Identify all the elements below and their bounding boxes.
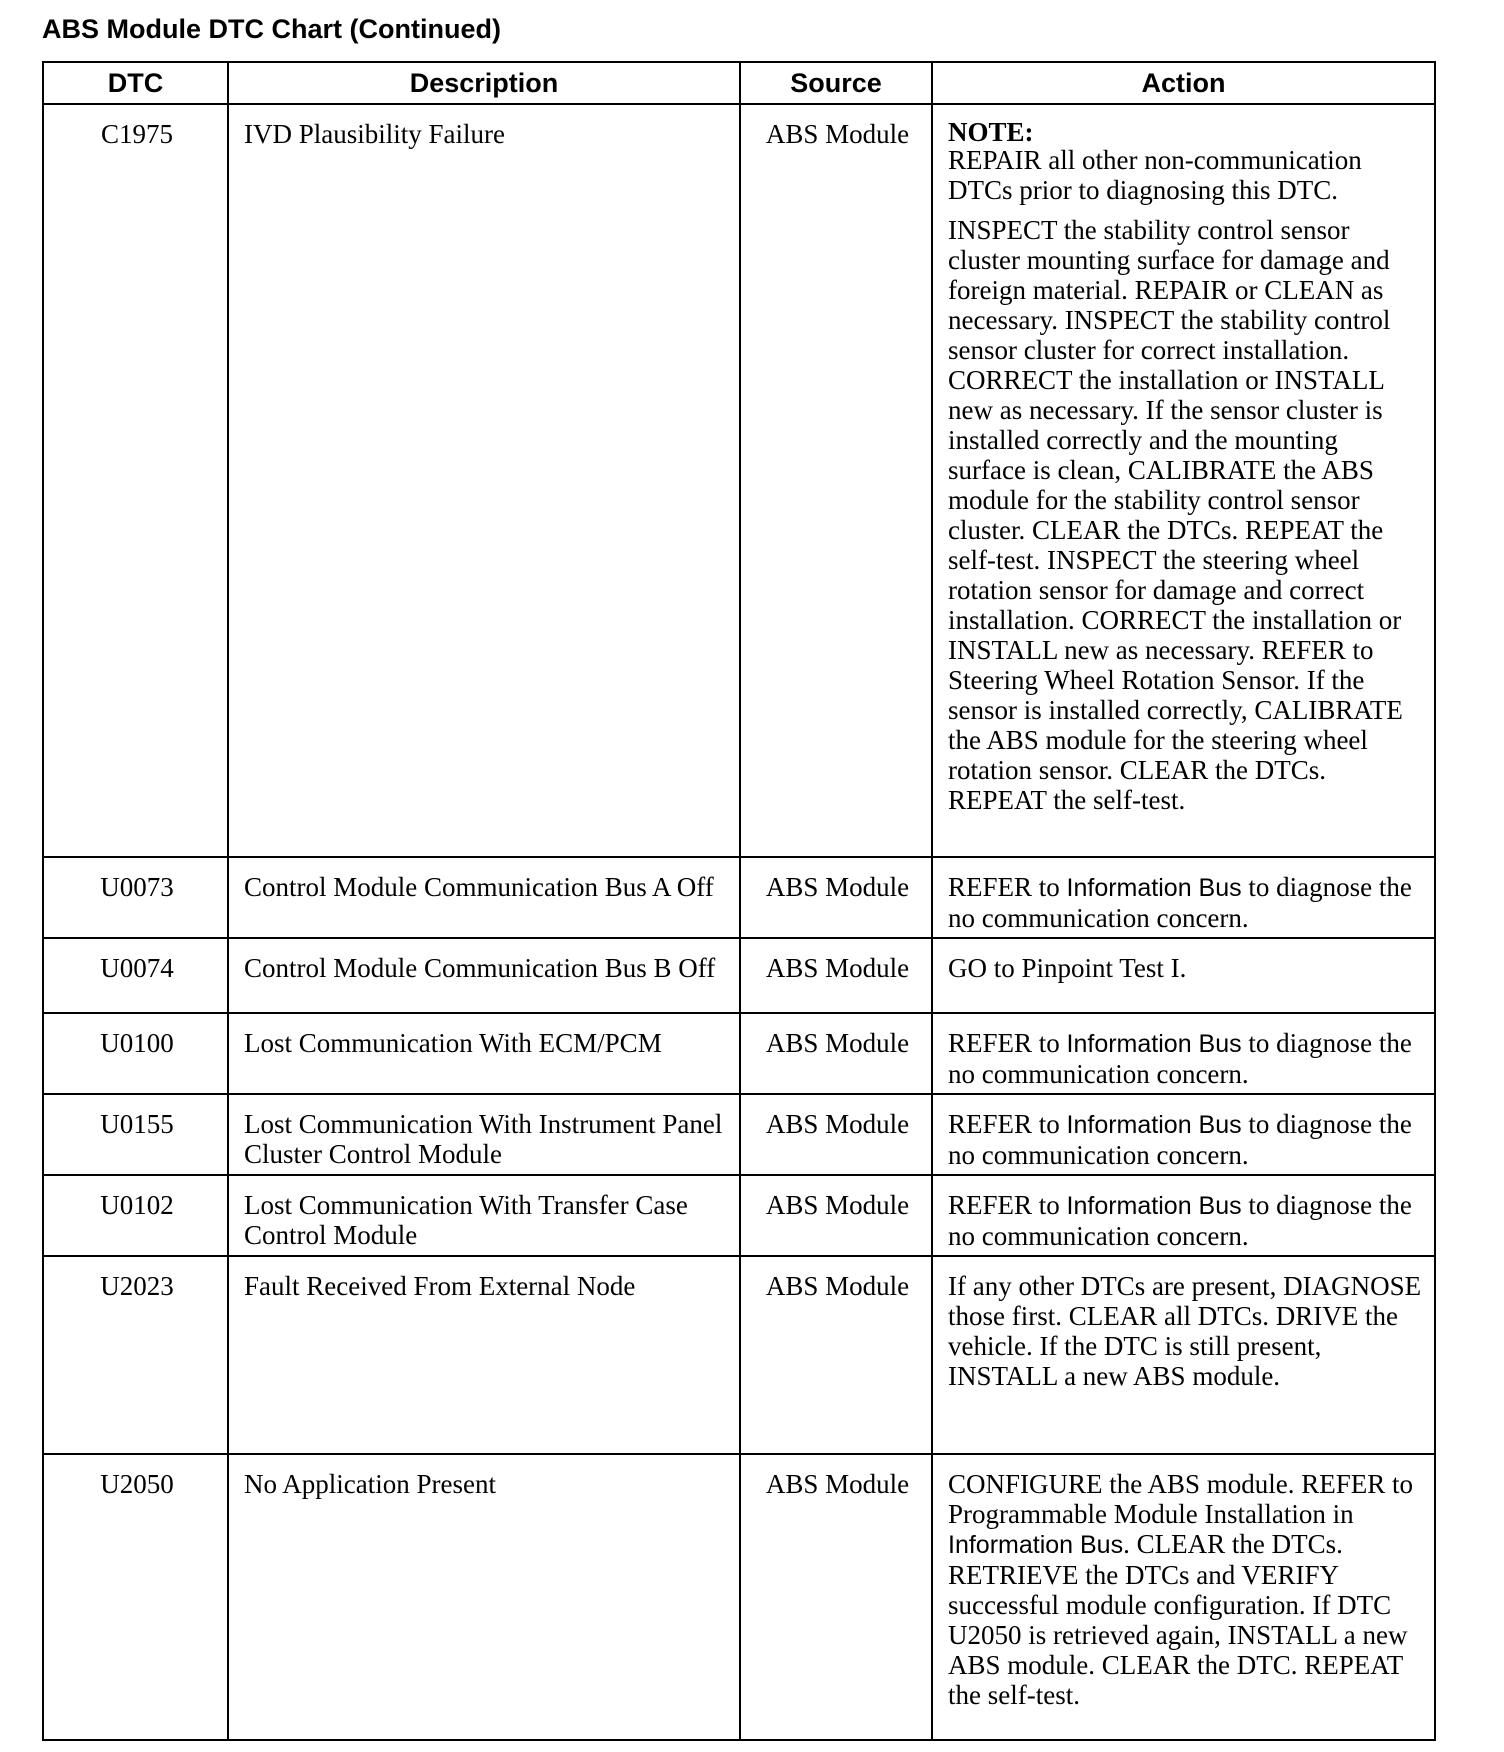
table-row [43, 1013, 1435, 1094]
table-row [43, 1094, 1435, 1175]
dtc-action [932, 104, 1435, 857]
dtc-action [932, 1094, 1435, 1175]
dtc-action [932, 1013, 1435, 1094]
table-row [43, 1256, 1435, 1454]
information-bus-reference: Information Bus [1066, 1030, 1242, 1058]
action-text: REFER to [948, 1109, 1067, 1139]
dtc-action [932, 1454, 1435, 1740]
dtc-description: No Application Present [228, 1454, 740, 1740]
dtc-code: U0074 [43, 938, 228, 1013]
information-bus-reference: Information Bus [948, 1531, 1124, 1559]
dtc-code: C1975 [43, 104, 228, 857]
page-title: ABS Module DTC Chart (Continued) [42, 14, 501, 44]
action-text: REFER to [948, 872, 1067, 902]
dtc-description: Lost Communication With Instrument Panel Cluster Control Module [228, 1094, 740, 1175]
note-label: NOTE: [948, 117, 1034, 147]
dtc-description: Lost Communication With ECM/PCM [228, 1013, 740, 1094]
dtc-source: ABS Module [740, 1013, 932, 1094]
action-paragraph: INSPECT the stability control sensor cluster mounting surface for damage and foreign material. REPAIR or CLEAN as necessary. INSPECT the stability control sensor cluster for correct installation. CORRECT the installation or INSTALL new as necessary. If the sensor cluster is installed correctly and the mounting surface is clean, CALIBRATE the ABS module for the stability control sensor cluster. CLEAR the DTCs. REPEAT the self-test. INSPECT the steering wheel rotation sensor for damage and correct installation. CORRECT the installation or INSTALL new as necessary. REFER to Steering Wheel Rotation Sensor. If the sensor is installed correctly, CALIBRATE the ABS module for the steering wheel rotation sensor. CLEAR the DTCs. REPEAT the self-test. [948, 215, 1403, 815]
dtc-description: Lost Communication With Transfer Case Control Module [228, 1175, 740, 1256]
dtc-code: U2023 [43, 1256, 228, 1454]
information-bus-reference: Information Bus [1066, 874, 1242, 902]
dtc-code: U2050 [43, 1454, 228, 1740]
dtc-description: Control Module Communication Bus B Off [228, 938, 740, 1013]
table-header-row [43, 62, 1435, 104]
action-text: CONFIGURE the ABS module. REFER to Programmable Module Installation in [948, 1469, 1414, 1529]
dtc-description: IVD Plausibility Failure [228, 104, 740, 857]
action-text: REFER to [948, 1028, 1067, 1058]
column-header-action: Action [932, 62, 1435, 104]
action-text: to diagnose the no communication concern. [948, 1109, 1412, 1170]
action-text: to diagnose the no communication concern. [948, 1028, 1412, 1089]
column-header-description: Description [228, 62, 740, 104]
information-bus-reference: Information Bus [1066, 1111, 1242, 1139]
dtc-description: Fault Received From External Node [228, 1256, 740, 1454]
dtc-source: ABS Module [740, 1175, 932, 1256]
dtc-source: ABS Module [740, 104, 932, 857]
dtc-action: If any other DTCs are present, DIAGNOSE those first. CLEAR all DTCs. DRIVE the vehicle. If the DTC is still present, INSTALL a new ABS module. [932, 1256, 1435, 1454]
action-text: to diagnose the no communication concern. [948, 1190, 1412, 1251]
dtc-action: GO to Pinpoint Test I. [932, 938, 1435, 1013]
dtc-source: ABS Module [740, 1256, 932, 1454]
dtc-code: U0155 [43, 1094, 228, 1175]
dtc-action [932, 857, 1435, 938]
table-row [43, 938, 1435, 1013]
dtc-code: U0100 [43, 1013, 228, 1094]
action-text: . CLEAR the DTCs. RETRIEVE the DTCs and VERIFY successful module configuration. If DTC U2050 is retrieved again, INSTALL a new ABS module. CLEAR the DTC. REPEAT the self-test. [948, 1529, 1408, 1710]
dtc-source: ABS Module [740, 857, 932, 938]
dtc-source: ABS Module [740, 1454, 932, 1740]
information-bus-reference: Information Bus [1066, 1192, 1242, 1220]
action-text: to diagnose the no communication concern. [948, 872, 1412, 933]
dtc-source: ABS Module [740, 1094, 932, 1175]
dtc-code: U0073 [43, 857, 228, 938]
dtc-description: Control Module Communication Bus A Off [228, 857, 740, 938]
table-row [43, 1175, 1435, 1256]
dtc-action [932, 1175, 1435, 1256]
column-header-dtc: DTC [43, 62, 228, 104]
action-text: REFER to [948, 1190, 1067, 1220]
dtc-code: U0102 [43, 1175, 228, 1256]
column-header-source: Source [740, 62, 932, 104]
dtc-table [42, 61, 1436, 1741]
table-row [43, 104, 1435, 857]
table-row [43, 1454, 1435, 1740]
table-row [43, 857, 1435, 938]
action-paragraph: REPAIR all other non-communication DTCs prior to diagnosing this DTC. [948, 145, 1362, 205]
dtc-source: ABS Module [740, 938, 932, 1013]
